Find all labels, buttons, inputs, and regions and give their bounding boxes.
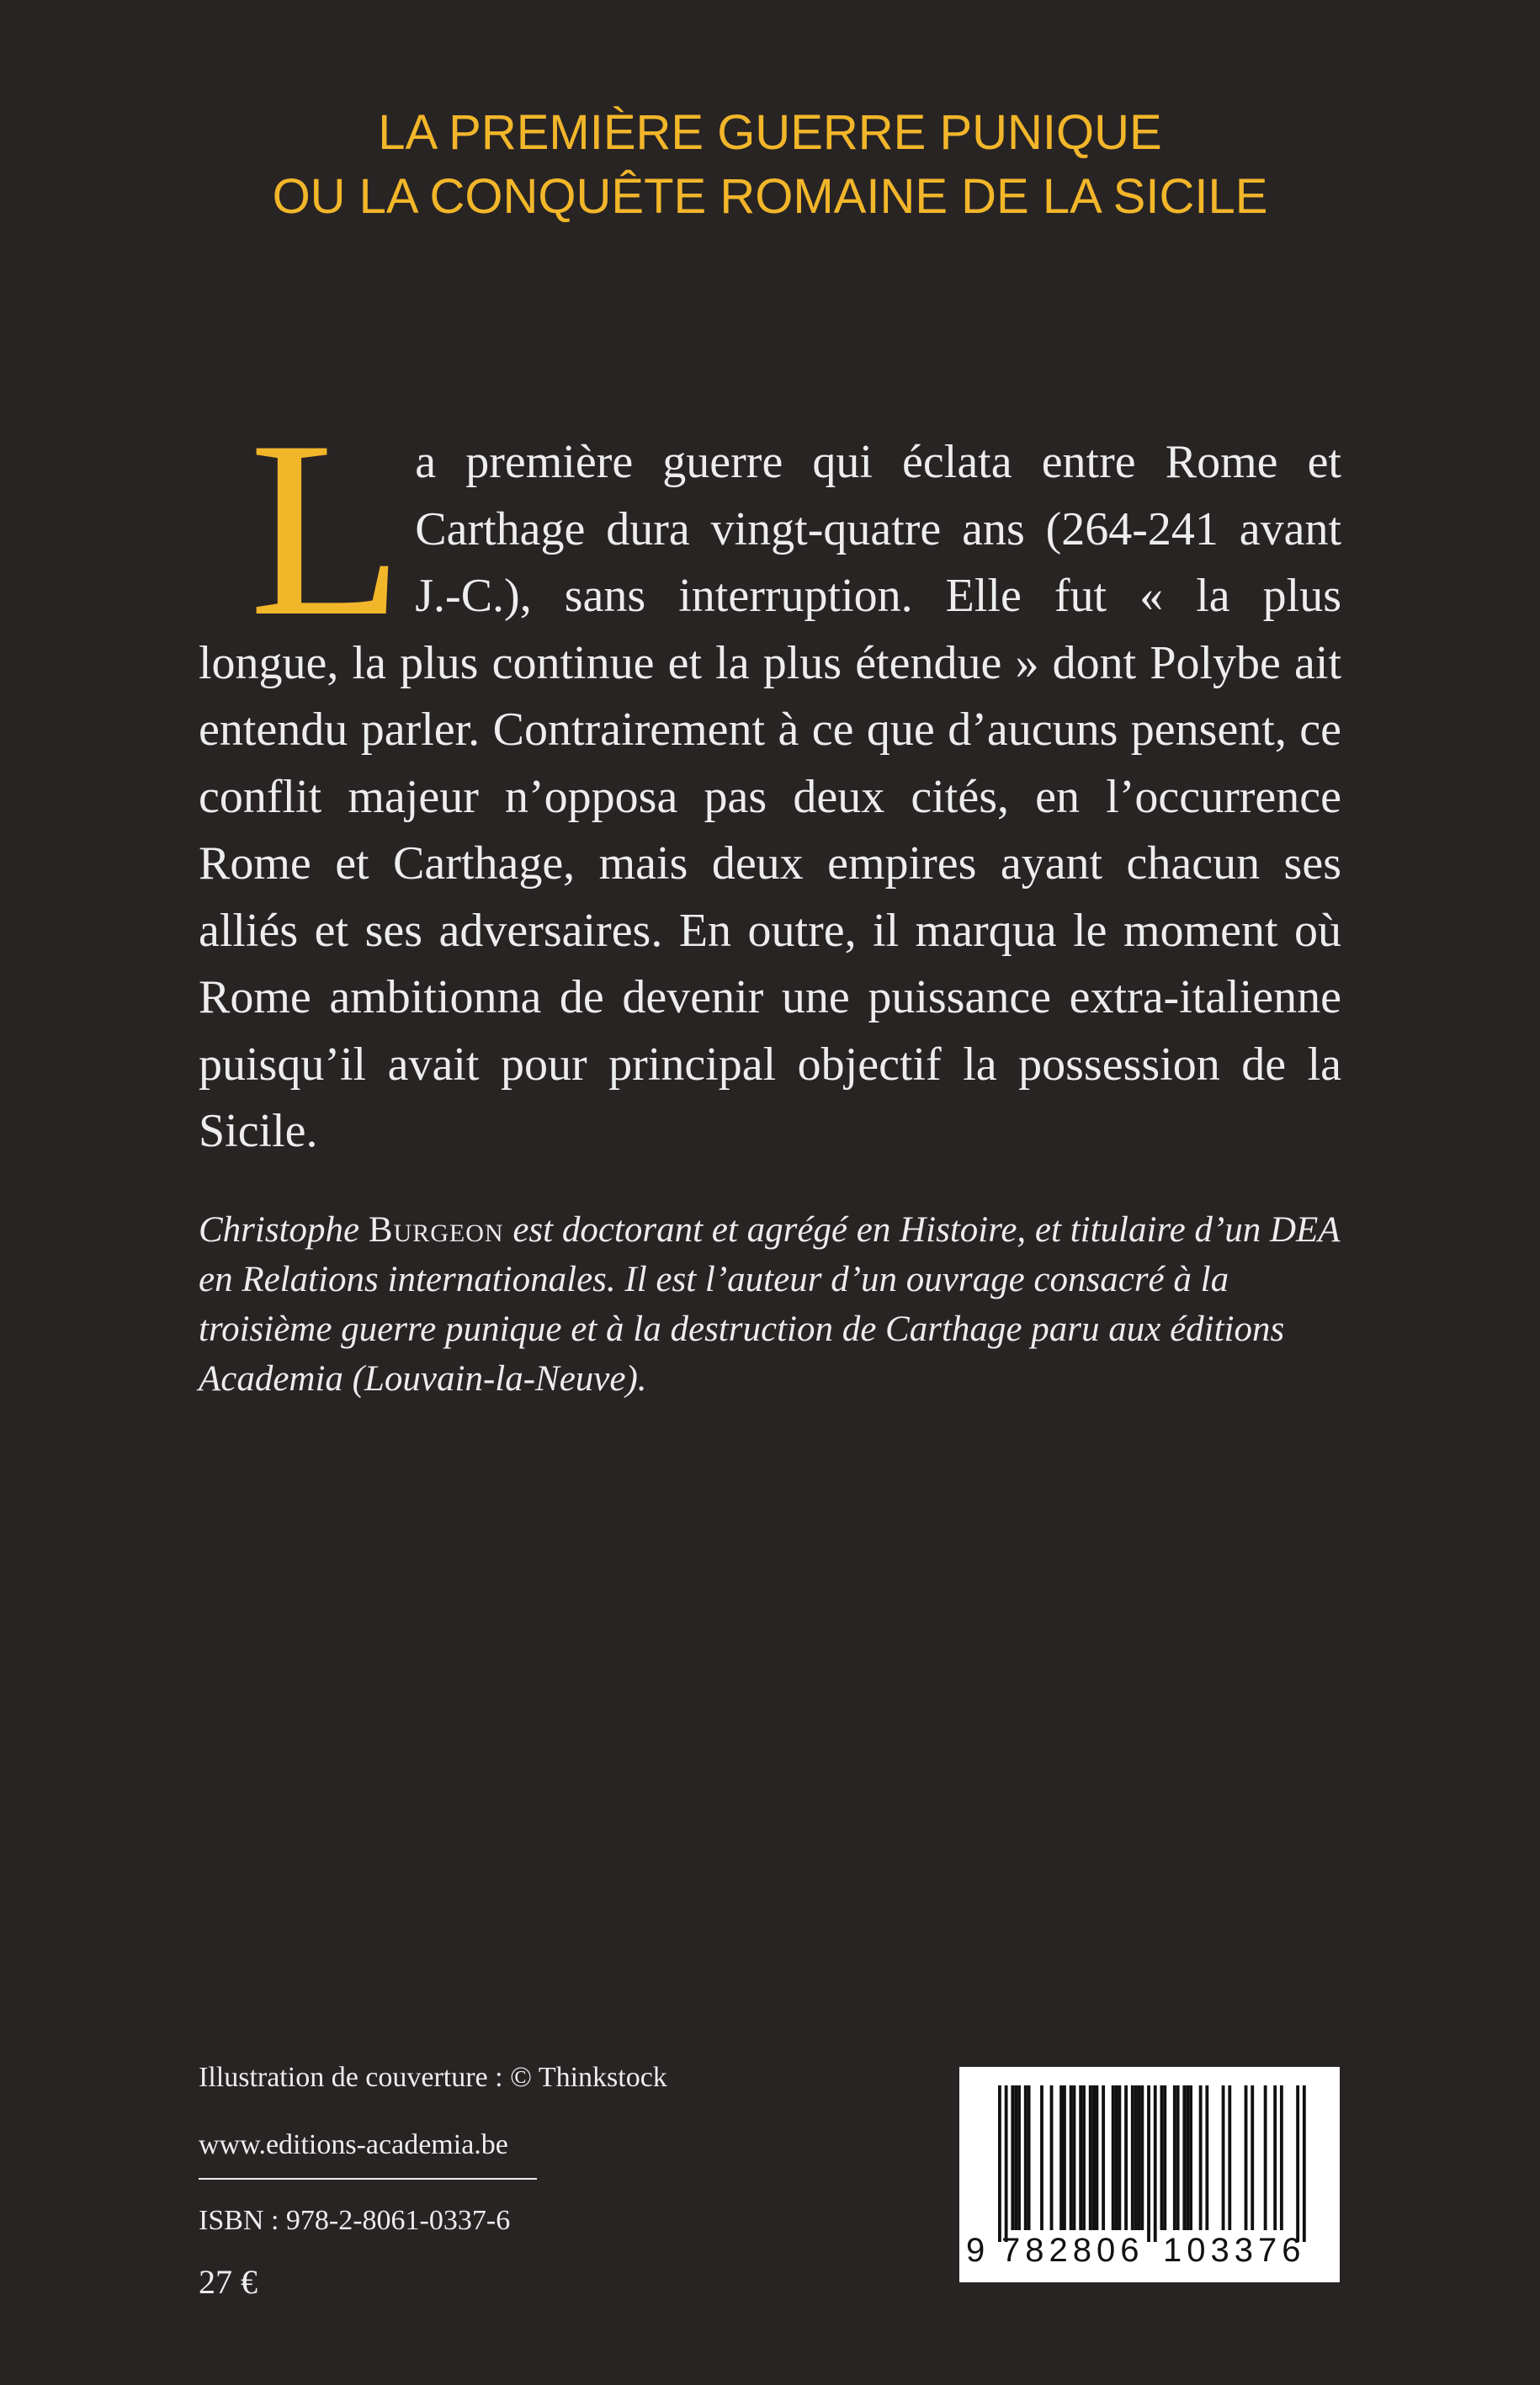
barcode-bar: [1024, 2085, 1028, 2230]
barcode-bar: [1118, 2085, 1121, 2230]
title-line-1: LA PREMIÈRE GUERRE PUNIQUE: [378, 105, 1162, 160]
barcode-bar: [1273, 2085, 1277, 2230]
barcode-bar: [1014, 2085, 1017, 2230]
barcode-bar: [1303, 2085, 1306, 2242]
barcode-bar: [1228, 2085, 1231, 2230]
barcode-bar: [1134, 2085, 1138, 2230]
author-bio-text: est doctorant et agrégé en Histoire, et titulaire d’un DEA en Relations internationales. Il est l’auteur d’un ouvrage consacré à la troisième guerre punique et à la destruction de Carthage paru aux éditions Academia (Louvain-la-Neuve).: [199, 1210, 1340, 1399]
barcode-bar: [1173, 2085, 1176, 2230]
barcode-bar: [1017, 2085, 1021, 2230]
barcode-bar: [1189, 2085, 1192, 2230]
barcode-bar: [1096, 2085, 1099, 2230]
barcode-bar: [1296, 2085, 1299, 2242]
barcode-bar: [1079, 2085, 1082, 2230]
barcode-bar: [1102, 2085, 1105, 2230]
publisher-website[interactable]: www.editions-academia.be: [199, 2129, 508, 2160]
barcode-bar: [1163, 2085, 1166, 2230]
barcode-bar: [1063, 2085, 1066, 2230]
barcode-bar: [1245, 2085, 1248, 2230]
barcode-bar: [1138, 2085, 1141, 2230]
barcode-bar: [1264, 2085, 1267, 2230]
barcode-bar: [1140, 2085, 1144, 2230]
barcode-bar: [1028, 2085, 1031, 2230]
barcode-bar: [1092, 2085, 1096, 2230]
barcode-bar: [1082, 2085, 1086, 2230]
barcode: [959, 2067, 1340, 2282]
title-line-2: OU LA CONQUÊTE ROMAINE DE LA SICILE: [272, 169, 1268, 224]
isbn: ISBN : 978-2-8061-0337-6: [199, 2205, 511, 2236]
barcode-left-group: 782806: [1001, 2232, 1144, 2269]
barcode-bar: [1005, 2085, 1008, 2242]
illustration-credit: Illustration de couverture : © Thinkstock: [199, 2062, 667, 2093]
barcode-bar: [1147, 2085, 1150, 2242]
barcode-bar: [1050, 2085, 1054, 2230]
barcode-bar: [1176, 2085, 1180, 2230]
barcode-bar: [1222, 2085, 1225, 2230]
barcode-bar: [1205, 2085, 1208, 2230]
barcode-bar: [1070, 2085, 1073, 2230]
barcode-bar: [1251, 2085, 1254, 2230]
barcode-bar: [1115, 2085, 1118, 2230]
barcode-bar: [1280, 2085, 1283, 2230]
price: 27 €: [199, 2263, 258, 2301]
author-last-name: Burgeon: [368, 1210, 504, 1250]
summary-text: a première guerre qui éclata entre Rome et Carthage dura vingt-quatre ans (264-241 avant J.-C.), sans interruption. Elle fut « la plus longue, la plus continue et la plus étendue » dont Polybe ait entendu parler. Contrairement à ce que d’aucuns pensent, ce conflit majeur n’opposa pas deux cités, en l’occurrence Rome et Carthage, mais deux empires ayant chacun ses alliés et ses adversaires. En outre, il marqua le moment où Rome ambitionna de devenir une puissance extra-italienne puisqu’il avait pour principal objectif la possession de la Sicile.: [199, 436, 1341, 1157]
barcode-bar: [1154, 2085, 1157, 2242]
barcode-bar: [1112, 2085, 1115, 2230]
barcode-bar: [1199, 2085, 1203, 2230]
barcode-bar: [1182, 2085, 1186, 2230]
barcode-bar: [1089, 2085, 1092, 2230]
barcode-first-digit: 9: [966, 2232, 985, 2269]
barcode-right-group: 103376: [1163, 2232, 1306, 2269]
barcode-bar: [1073, 2085, 1076, 2230]
barcode-bar: [1131, 2085, 1134, 2230]
summary-paragraph: [199, 389, 1341, 1166]
barcode-bar: [1040, 2085, 1043, 2230]
author-bio: [199, 1205, 1341, 1404]
website-underline: [199, 2178, 537, 2180]
cover-title: [0, 101, 1540, 229]
barcode-bar: [998, 2085, 1001, 2242]
barcode-bar: [1011, 2085, 1014, 2230]
barcode-bar: [1186, 2085, 1189, 2230]
barcode-bar: [1059, 2085, 1063, 2230]
drop-cap: L: [249, 389, 404, 668]
barcode-bar: [1160, 2085, 1164, 2230]
barcode-bar: [1124, 2085, 1128, 2230]
author-first-name: Christophe: [199, 1210, 360, 1250]
